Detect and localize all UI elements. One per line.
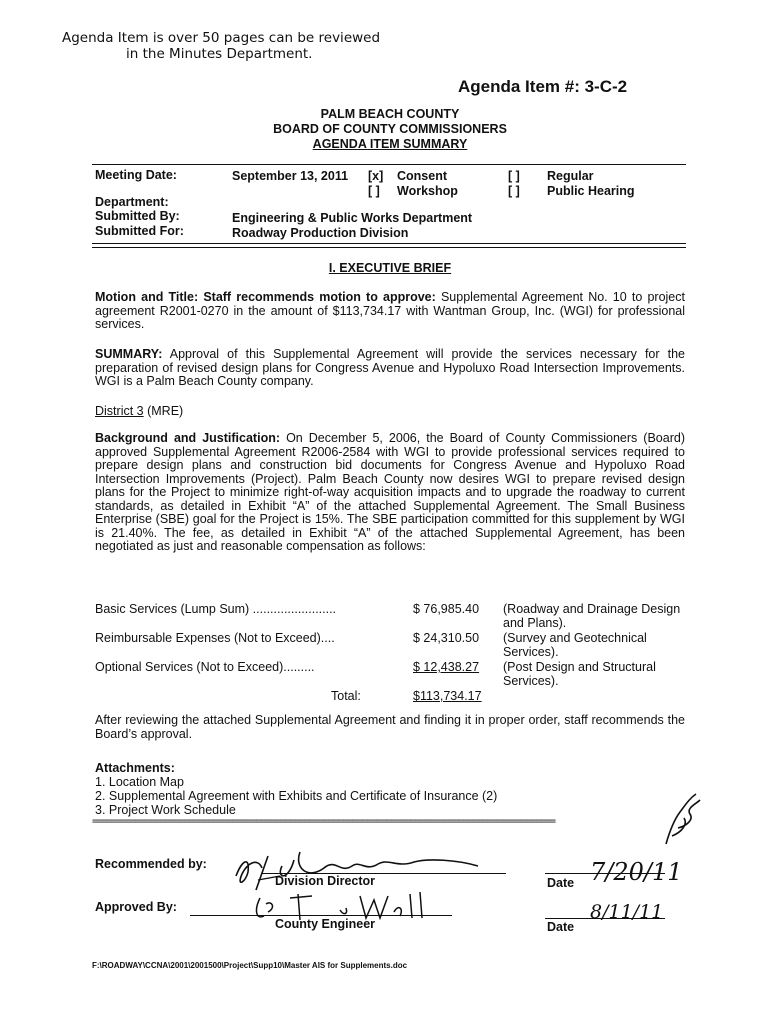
- public-hearing-label: Public Hearing: [547, 184, 635, 198]
- motion-text: Supplemental Agreement No. 10 to project agreement R2001-0270 in the amount of $113,734.17 with Wantman Group, Inc. (WGI) for professional services.: [95, 290, 685, 331]
- header-divider: [92, 164, 686, 165]
- summary-text: Approval of this Supplemental Agreement will provide the services necessary for the preparation of revised design plans for Congress Avenue and Hypoluxo Road Intersection Improvements. WGI is a Palm Beach County company.: [95, 347, 685, 388]
- fee-label: Optional Services (Not to Exceed).........: [95, 660, 315, 674]
- motion-lead: Staff recommends motion to approve:: [203, 290, 436, 304]
- attachment-item: 1. Location Map: [95, 775, 184, 789]
- consent-label: Consent: [397, 169, 447, 183]
- workshop-label: Workshop: [397, 184, 458, 198]
- review-note-line1: Agenda Item is over 50 pages can be reviewed: [62, 30, 381, 46]
- file-path-footer: F:\ROADWAY\CCNA\2001\2001500\Project\Supp10\Master AIS for Supplements.doc: [92, 961, 408, 970]
- district-line: [95, 405, 685, 419]
- motion-paragraph: [95, 291, 685, 332]
- attachments-label: Attachments:: [95, 761, 175, 775]
- date2-label: Date: [547, 920, 575, 934]
- consent-checkbox: [x]: [368, 169, 384, 183]
- review-note-line2: in the Minutes Department.: [126, 46, 313, 62]
- date2-handwritten: [590, 896, 690, 928]
- summary-label: SUMMARY:: [95, 347, 163, 361]
- meta-divider-top: [92, 243, 686, 244]
- department-label: Department:: [95, 195, 169, 209]
- separator-line: ================================================================================================: [92, 816, 555, 827]
- total-amount: $113,734.17: [413, 689, 482, 703]
- meeting-date-label: Meeting Date:: [95, 168, 177, 182]
- recommended-by-label: Recommended by:: [95, 857, 207, 871]
- section-title: I. EXECUTIVE BRIEF: [328, 261, 452, 275]
- fee-description: (Roadway and Drainage Design and Plans).: [503, 602, 681, 630]
- attachments: [95, 761, 497, 817]
- document-header: [220, 107, 560, 152]
- attachment-item: 3. Project Work Schedule: [95, 803, 236, 817]
- fee-amount: $ 12,438.27: [413, 660, 480, 674]
- background-paragraph: [95, 432, 685, 554]
- fee-label: Reimbursable Expenses (Not to Exceed)....: [95, 631, 335, 645]
- fee-amount: $ 24,310.50: [413, 631, 480, 645]
- fee-row: [95, 602, 695, 631]
- fee-description: (Post Design and Structural Services).: [503, 660, 656, 688]
- date1-label: Date: [547, 876, 575, 890]
- county-name: PALM BEACH COUNTY: [320, 107, 460, 121]
- submitted-for-value: Roadway Production Division: [232, 226, 409, 240]
- meeting-date: September 13, 2011: [232, 169, 349, 183]
- fee-row: [95, 631, 695, 660]
- margin-initials: [660, 790, 704, 850]
- regular-checkbox: [ ]: [508, 169, 520, 183]
- fee-amount: $ 76,985.40: [413, 602, 480, 616]
- submitted-by-value: Engineering & Public Works Department: [232, 211, 473, 225]
- agenda-item-number: Agenda Item #: 3-C-2: [458, 77, 628, 96]
- review-note: [62, 30, 380, 62]
- recommendation-paragraph: After reviewing the attached Supplemental Agreement and finding it in proper order, staff recommends the Board’s approval.: [95, 713, 685, 741]
- background-text: On December 5, 2006, the Board of County Commissioners (Board) approved Supplemental Agreement R2006-2584 with WGI to provide professional services required to prepare design plans and construction bid documents for Congress Avenue and Hypoluxo Road Intersection Improvements (Project). Palm Beach County now desires WGI to prepare revised design plans for the Project to minimize right-of-way acquisition impacts and to upgrade the roadway to current standards, as detailed in Exhibit “A” of the attached Supplemental Agreement. The Small Business Enterprise (SBE) goal for the Project is 15%. The SBE participation committed for this supplement by WGI is 21.40%. The fee, as detailed in Exhibit “A” of the attached Supplemental Agreement, has been negotiated as just and reasonable compensation as follows:: [95, 431, 685, 553]
- fee-description: (Survey and Geotechnical Services).: [503, 631, 647, 659]
- district-code: (MRE): [147, 404, 184, 418]
- summary-paragraph: [95, 348, 685, 389]
- fee-table: [95, 602, 695, 718]
- approved-by-label: Approved By:: [95, 900, 177, 914]
- workshop-checkbox: [ ]: [368, 184, 380, 198]
- date2-value: 8/11/11: [590, 901, 664, 923]
- summary-title: AGENDA ITEM SUMMARY: [312, 137, 468, 151]
- board-name: BOARD OF COUNTY COMMISSIONERS: [273, 122, 507, 136]
- public-hearing-checkbox: [ ]: [508, 184, 520, 198]
- background-label: Background and Justification:: [95, 431, 281, 445]
- division-director-signature: [228, 838, 498, 898]
- fee-row: [95, 660, 695, 689]
- meta-divider-bottom: [92, 247, 686, 248]
- district-label: District 3: [95, 404, 144, 418]
- attachment-item: 2. Supplemental Agreement with Exhibits and Certificate of Insurance (2): [95, 789, 498, 803]
- date1-handwritten: [590, 854, 690, 890]
- date1-value: 7/20/11: [590, 858, 683, 886]
- submitted-for-label: Submitted For:: [95, 224, 184, 238]
- fee-label: Basic Services (Lump Sum) ........................: [95, 602, 337, 616]
- county-engineer-label: County Engineer: [275, 917, 376, 931]
- regular-label: Regular: [547, 169, 594, 183]
- county-engineer-signature: [250, 890, 450, 928]
- submitted-by-label: Submitted By:: [95, 209, 180, 223]
- motion-label: Motion and Title:: [95, 290, 199, 304]
- total-label: Total:: [331, 689, 361, 703]
- division-director-label: Division Director: [275, 874, 376, 888]
